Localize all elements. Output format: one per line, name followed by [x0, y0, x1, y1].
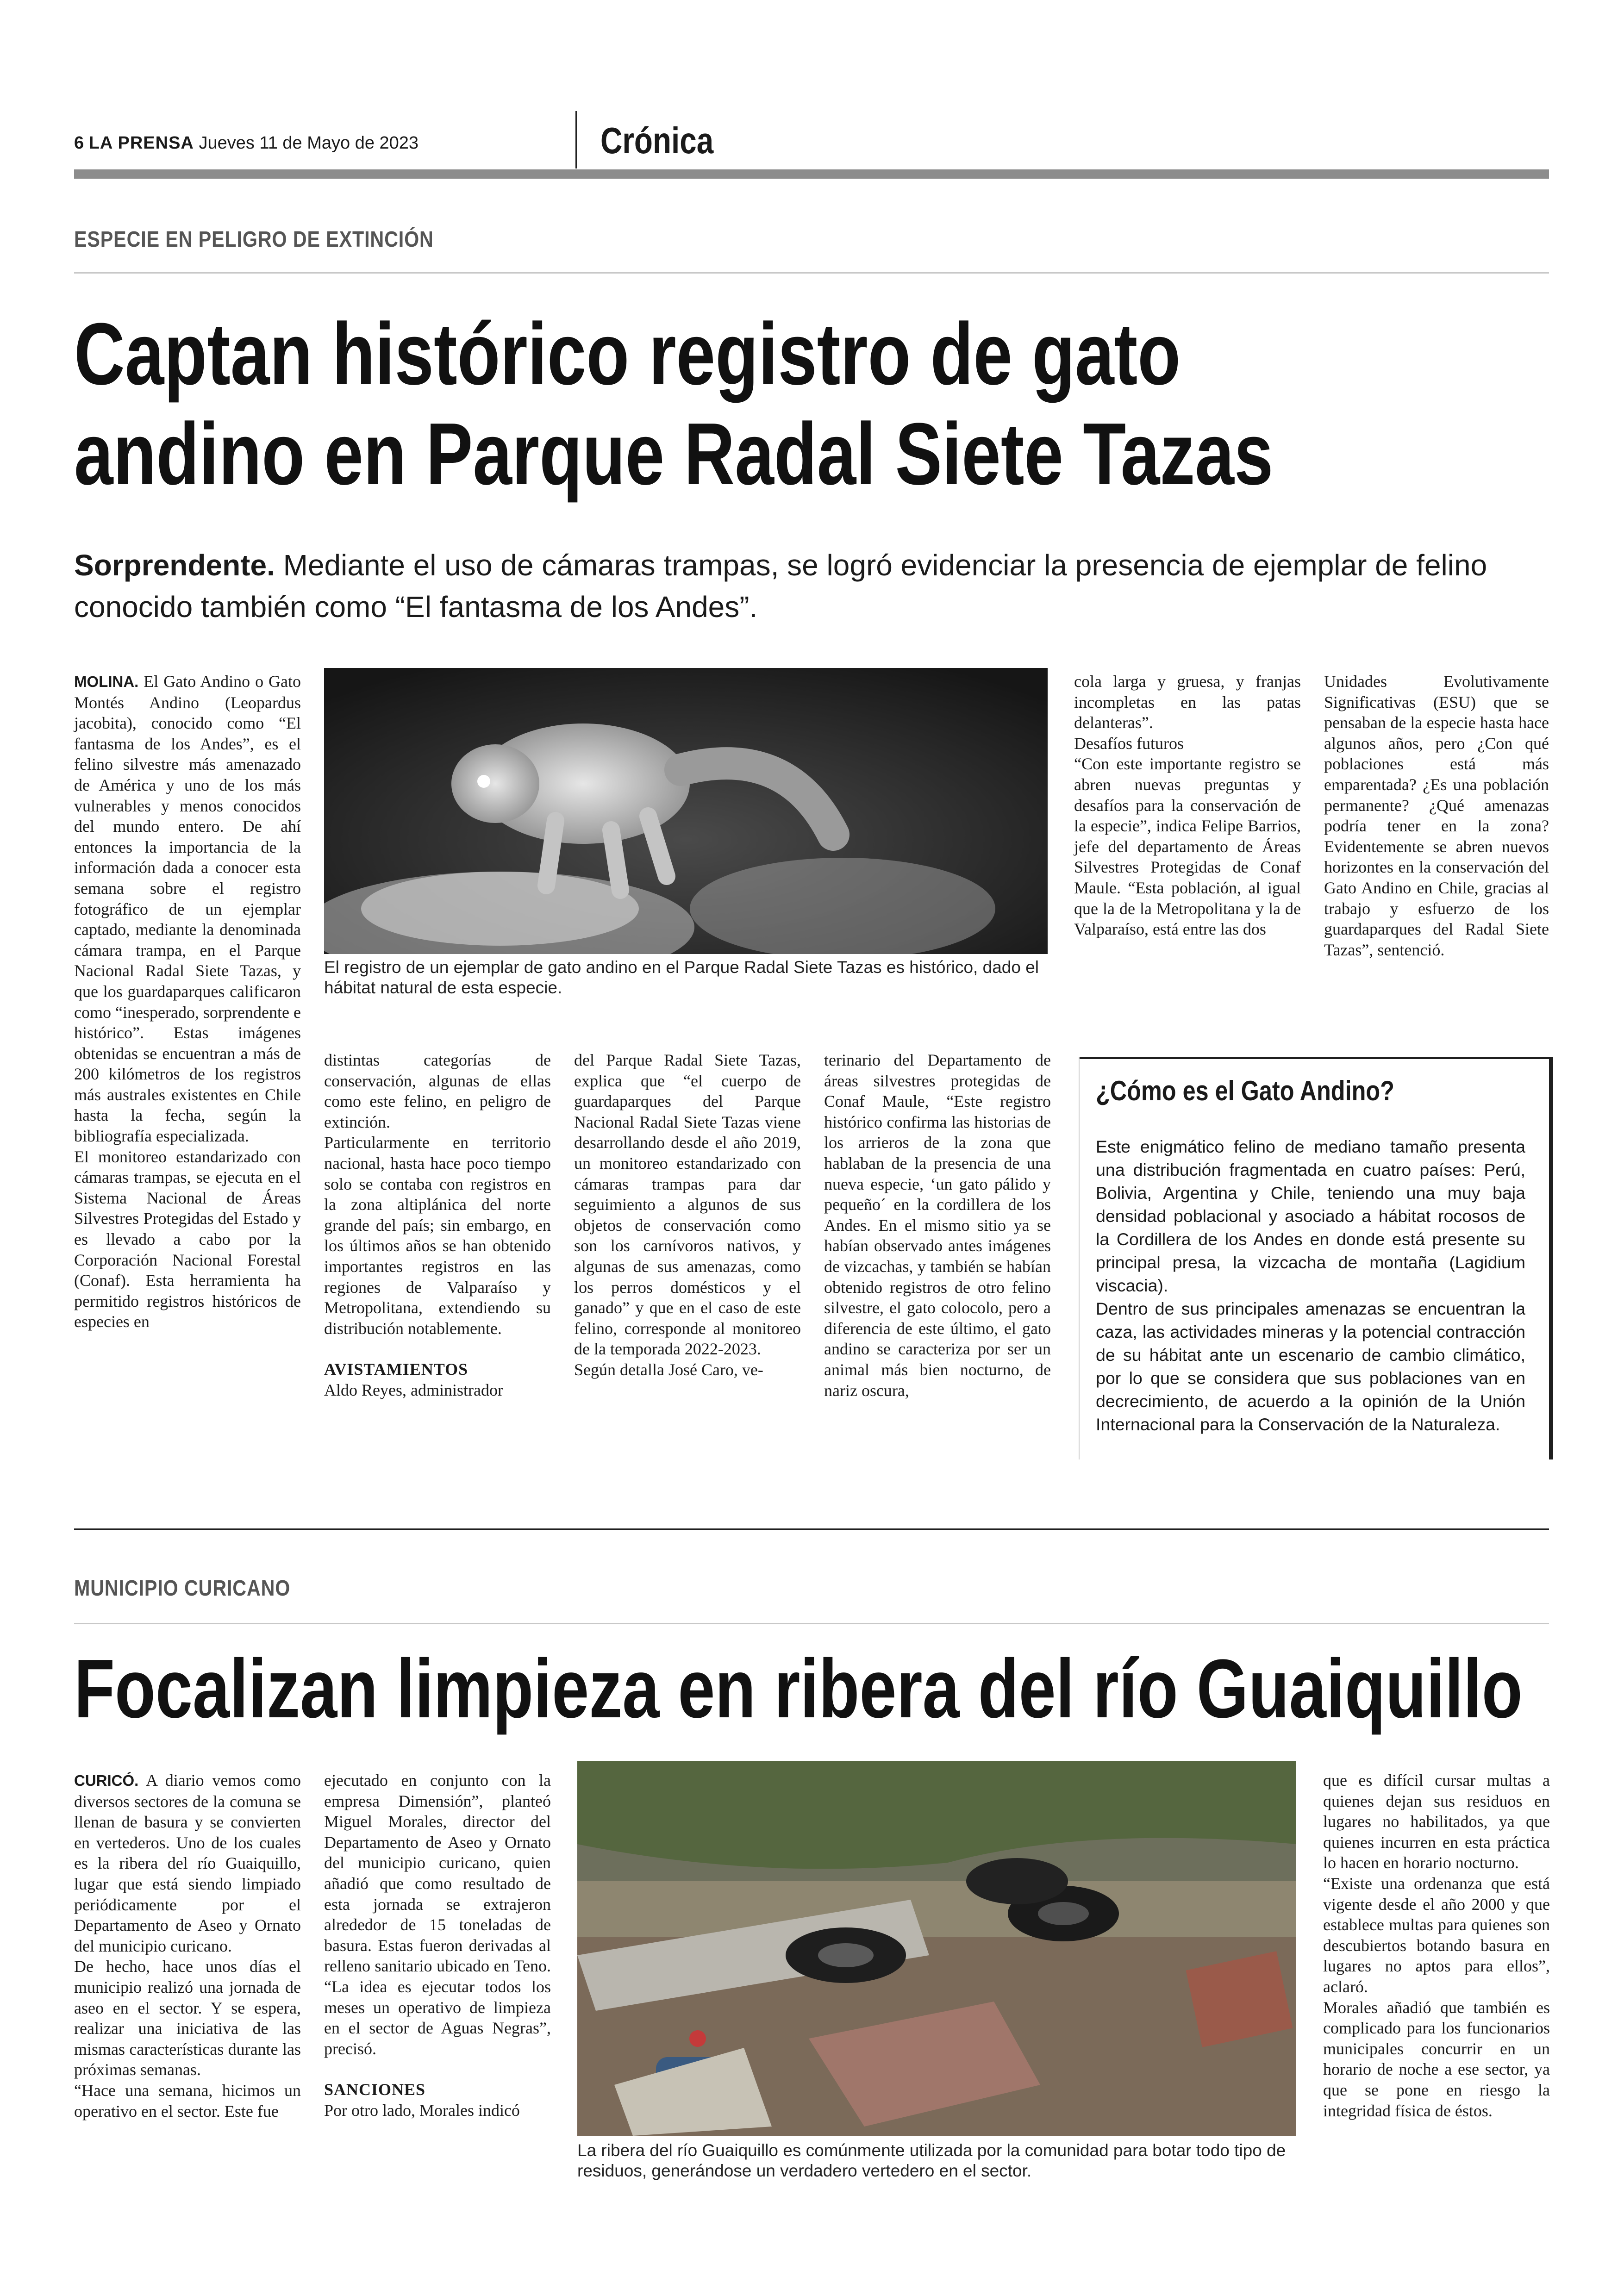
- infobox-top-border: [1079, 1057, 1549, 1059]
- paragraph: Morales añadió que también es complicado para los funcionarios municipales concurrir en un horario de noche a ese sector, ya que se pone en riesgo la integridad física de éstos.: [1323, 1998, 1550, 2120]
- dateline: MOLINA.: [74, 673, 139, 690]
- article1-col2: [324, 1050, 551, 1401]
- paragraph: “Existe una ordenanza que está vigente desde el año 2000 y que establece multas para quienes son descubiertos botando basura en lugares no aptos para ellos”, aclaró.: [1323, 1874, 1550, 1996]
- infobox-right-border: [1549, 1057, 1553, 1459]
- paragraph: cola larga y gruesa, y franjas incompletas en las patas delanteras”.: [1074, 672, 1301, 732]
- paragraph: Por otro lado, Morales indicó: [324, 2101, 520, 2120]
- infobox-title: ¿Cómo es el Gato Andino?: [1096, 1075, 1394, 1106]
- gato-andino-photo: [324, 668, 1048, 954]
- article2-col3: [1323, 1770, 1550, 2121]
- article2-photo-caption: La ribera del río Guaiquillo es comúnmente utilizada por la comunidad para botar todo tipo de residuos, generándose un verdadero vertedero en el sector.: [577, 2141, 1286, 2180]
- paragraph: terinario del Departamento de áreas silvestres protegidas de Conaf Maule, “Este registro histórico confirma las historias de los arrieros de la zona que hablaban de la presencia de una nueva especie, ‘un gato pálido y pequeño´ en la cordillera de los Andes. En el mismo sitio ya se habían observado antes imágenes de vizcachas, y también se habían obtenido registros de otro felino silvestre, el gato colocolo, pero a diferencia de este último, el gato andino se caracteriza por ser un animal más bien nocturno, de nariz oscura,: [824, 1051, 1051, 1400]
- paragraph: que es difícil cursar multas a quienes dejan sus residuos en lugares no habilitados, ya que quienes incurren en esta práctica lo hacen en horario nocturno.: [1323, 1771, 1550, 1872]
- paragraph: ejecutado en conjunto con la empresa Dimensión”, planteó Miguel Morales, director del Departamento de Aseo y Ornato del municipio curicano, quien añadió que como resultado de esta jornada se extrajeron alrededor de 15 toneladas de basura. Estas fueron derivadas al relleno sanitario ubicado en Teno. “La idea es ejecutar todos los meses un operativo de limpieza en el sector de Aguas Negras”, precisó.: [324, 1771, 551, 2058]
- header-rule: [74, 169, 1549, 179]
- article2-kicker: MUNICIPIO CURICANO: [74, 1576, 291, 1601]
- deck-lead: Sorprendente.: [74, 549, 275, 582]
- article2-col2: [324, 1770, 551, 2121]
- paragraph: “Hace una semana, hicimos un operativo en el sector. Este fue: [74, 2081, 301, 2120]
- article1-col1: [74, 671, 301, 1332]
- dump-site-image: [577, 1761, 1296, 2136]
- deck-text: Mediante el uso de cámaras trampas, se logró evidenciar la presencia de ejemplar de felino conocido también como “El fantasma de los Andes”.: [74, 549, 1487, 624]
- article1-headline-line1: Captan histórico registro de gato: [74, 305, 1181, 403]
- paragraph: Dentro de sus principales amenazas se encuentran la caza, las actividades mineras y la potencial contracción de su hábitat ante un escenario de cambio climático, por lo que se considera que sus poblaciones van en decrecimiento, de acuerdo a la opinión de la Unión Internacional para la Conservación de la Naturaleza.: [1096, 1299, 1525, 1434]
- page-number: 6: [74, 133, 84, 153]
- paragraph: Aldo Reyes, administrador: [324, 1380, 503, 1399]
- article1-kicker: ESPECIE EN PELIGRO DE EXTINCIÓN: [74, 227, 434, 252]
- infobox-body: [1096, 1135, 1525, 1436]
- paragraph: Unidades Evolutivamente Significativas (ESU) que se pensaban de la especie hasta hace algunos años, pero ¿Con qué poblaciones está más emparentada? ¿Es una población permanente? ¿Qué amenazas podría tener en la zona? Evidentemente se abren nuevos horizontes en la conservación del Gato Andino en Chile, gracias al trabajo y esfuerzo de los guardaparques del Radal Siete Tazas”, sentenció.: [1324, 672, 1549, 959]
- paragraph: Este enigmático felino de mediano tamaño presenta una distribución fragmentada en cuatro países: Perú, Bolivia, Argentina y Chile, teniendo una muy baja densidad poblacional y asociado a hábitat rocosos de la Cordillera de los Andes en donde está presente su principal presa, la vizcacha de montaña (Lagidium viscacia).: [1096, 1137, 1525, 1295]
- kicker-rule: [74, 1623, 1549, 1624]
- issue-date: Jueves 11 de Mayo de 2023: [199, 133, 419, 153]
- article1-photo-caption: El registro de un ejemplar de gato andino en el Parque Radal Siete Tazas es histórico, dado el hábitat natural de esta especie.: [324, 958, 1039, 997]
- paragraph: El Gato Andino o Gato Montés Andino (Leopardus jacobita), conocido como “El fantasma de los Andes”, es el felino silvestre más amenazado de América y uno de los más vulnerables y menos conocidos del mundo entero. De ahí entonces la importancia de la información dada a conocer esta semana sobre el registro fotográfico de un ejemplar captado, mediante la denominada cámara trampa, en el Parque Nacional Radal Siete Tazas, y que los guardaparques calificaron como “inesperado, sorprendente e histórico”. Estas imágenes obtenidas se encuentran a más de 200 kilómetros de los registros más australes existentes en Chile hasta la fecha, según la bibliografía especializada.: [74, 672, 301, 1146]
- article1-col6: [1324, 671, 1549, 960]
- article1-col5: [1074, 671, 1301, 940]
- subhead-desafios: Desafíos futuros: [1074, 734, 1184, 753]
- paragraph: A diario vemos como diversos sectores de la comuna se llenan de basura y se convierten en vertederos. Uno de los cuales es la ribera del río Guaiquillo, lugar que está siendo limpiado periódicamente por el Departamento de Aseo y Ornato del municipio curicano.: [74, 1771, 301, 1955]
- article2-headline: Focalizan limpieza en ribera del río Guaiquillo: [74, 1642, 1523, 1735]
- subhead-avistamientos: AVISTAMIENTOS: [324, 1360, 468, 1379]
- kicker-rule: [74, 272, 1549, 274]
- paragraph: Particularmente en territorio nacional, hasta hace poco tiempo solo se contaba con registros en la zona altiplánica del norte grande del país; sin embargo, en los últimos años se han obtenido importantes registros en las regiones de Valparaíso y Metropolitana, extendiendo su distribución notablemente.: [324, 1133, 551, 1338]
- page-header-info: [74, 133, 418, 153]
- section-title: Crónica: [600, 120, 714, 161]
- subhead-sanciones: SANCIONES: [324, 2080, 426, 2099]
- article2-col1: [74, 1770, 301, 2121]
- paragraph: “Con este importante registro se abren nuevas preguntas y desafíos para la conservación de la especie”, indica Felipe Barrios, jefe del departamento de Áreas Silvestres Protegidas de Conaf Maule. “Esta población, al igual que la de la Metropolitana y la de Valparaíso, está entre las dos: [1074, 755, 1301, 939]
- article1-deck: [74, 544, 1532, 628]
- header-divider: [575, 111, 577, 168]
- newspaper-name: LA PRENSA: [88, 133, 194, 153]
- night-camera-image: [324, 668, 1048, 954]
- article1-col3: [574, 1050, 801, 1380]
- article-separator: [74, 1528, 1549, 1530]
- paragraph: Según detalla José Caro, ve-: [574, 1360, 763, 1379]
- article1-col4: [824, 1050, 1051, 1401]
- infobox-left-border: [1079, 1057, 1080, 1459]
- article1-headline-line2: andino en Parque Radal Siete Tazas: [74, 405, 1274, 503]
- riverbank-trash-photo: [577, 1761, 1296, 2136]
- paragraph: del Parque Radal Siete Tazas, explica que “el cuerpo de guardaparques del Parque Nacional Radal Siete Tazas viene desarrollando desde el año 2019, un monitoreo estandarizado con cámaras trampas para dar seguimiento a algunos de sus objetos de conservación como son los carnívoros nativos, y algunas de sus amenazas, como los perros domésticos y el ganado” y que en el caso de este felino, corresponde al monitoreo de la temporada 2022-2023.: [574, 1051, 801, 1359]
- paragraph: De hecho, hace unos días el municipio realizó una jornada de aseo en el sector. Y se espera, realizar una iniciativa de las mismas características durante las próximas semanas.: [74, 1957, 301, 2079]
- paragraph: distintas categorías de conservación, algunas de ellas como este felino, en peligro de extinción.: [324, 1051, 551, 1131]
- dateline: CURICÓ.: [74, 1772, 139, 1789]
- paragraph: El monitoreo estandarizado con cámaras trampas, se ejecuta en el Sistema Nacional de Áreas Silvestres Protegidas del Estado y es llevado a cabo por la Corporación Nacional Forestal (Conaf). Esta herramienta ha permitido registros históricos de especies en: [74, 1147, 301, 1331]
